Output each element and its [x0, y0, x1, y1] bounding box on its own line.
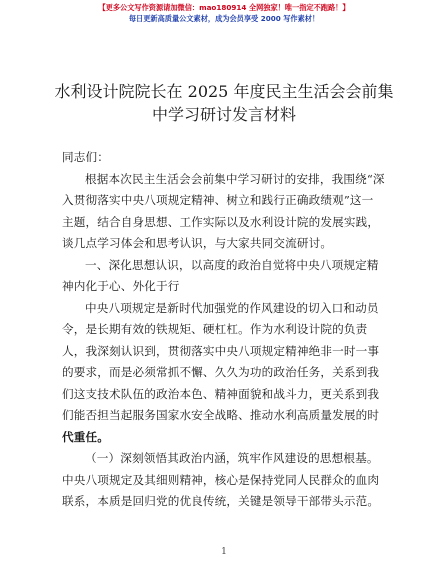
paragraph-line: 联系，本质是回归党的优良传统，关键是领导干部带头示范。	[62, 494, 380, 508]
paragraph-line: 们能否担当起服务国家水安全战略、推动水利高质量发展的时	[62, 408, 380, 422]
promo-banner-line-1: 【更多公文写作资源请加微信：mao180914 全网独家！唯一指定不跑路！】	[98, 3, 350, 12]
paragraph-line: 中央八项规定及其细则精神，核心是保持党同人民群众的血肉	[62, 472, 380, 487]
page-number: 1	[221, 547, 227, 557]
paragraph-section-1-body	[62, 298, 387, 449]
paragraph-line: 主题，结合自身思想、工作实际以及水利设计院的发展实践，	[62, 214, 380, 229]
paragraph-line: 根据本次民主生活会会前集中学习研讨的安排，我围绕“深	[85, 171, 385, 186]
section-heading-1	[62, 255, 387, 298]
paragraph-line: 中央八项规定是新时代加强党的作风建设的切入口和动员	[85, 300, 379, 315]
document-body	[62, 147, 387, 513]
document-title-line-2: 中学习研讨发言材料	[151, 105, 296, 124]
paragraph-line: 人，我深刻认识到，贯彻落实中央八项规定精神绝非一时一事	[62, 343, 380, 358]
paragraph-line: 一、深化思想认识，以高度的政治自觉将中央八项规定精	[85, 257, 379, 272]
paragraph-line: 代重任。	[62, 429, 109, 444]
salutation: 同志们：	[62, 150, 109, 164]
promo-banner-line-2: 每日更新高质量公文素材，成为会员享受 2000 写作素材！	[128, 14, 320, 23]
paragraph-line: 令，是长期有效的铁规矩、硬杠杠。作为水利设计院的负责	[62, 322, 368, 336]
paragraph-line: 谈几点学习体会和思考认识，与大家共同交流研讨。	[62, 236, 333, 250]
paragraph-intro	[62, 169, 387, 255]
paragraph-line: 入贯彻落实中央八项规定精神、树立和践行正确政绩观”这一	[62, 193, 374, 207]
paragraph-line: 神内化于心、外化于行	[62, 279, 180, 293]
document-title-line-1: 水利设计院院长在 2025 年度民主生活会会前集	[54, 82, 394, 101]
paragraph-line: 们这支技术队伍的政治本色、精神面貌和战斗力，更关系到我	[62, 386, 380, 401]
paragraph-subsection-1	[62, 448, 387, 513]
paragraph-line: 的要求，而是必须常抓不懈、久久为功的政治任务，关系到我	[62, 365, 380, 379]
paragraph-line: （一）深刻领悟其政治内涵，筑牢作风建设的思想根基。	[85, 451, 379, 465]
